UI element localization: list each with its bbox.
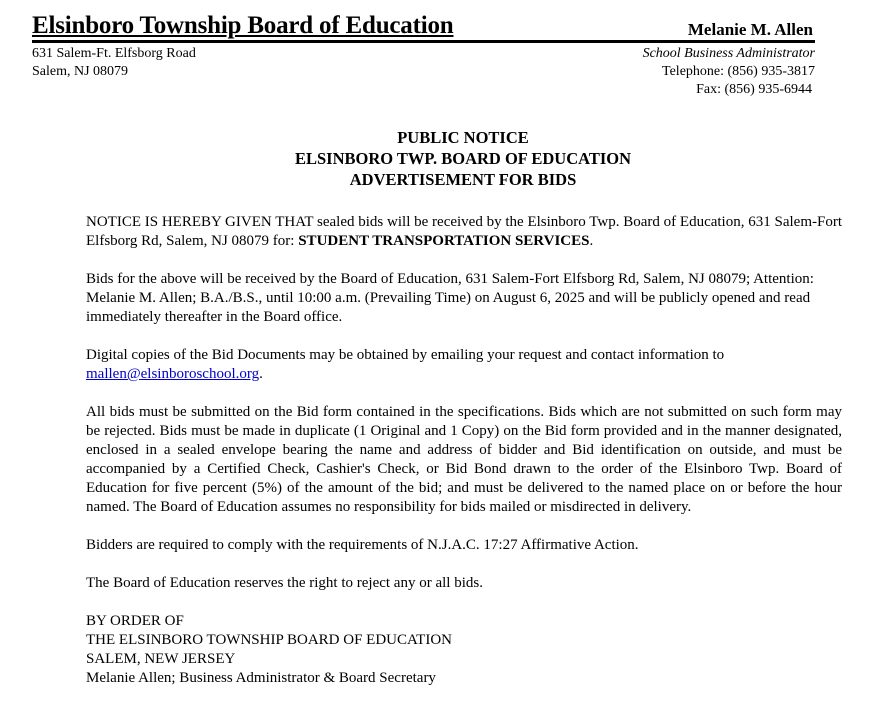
sig-line1: BY ORDER OF (86, 613, 184, 629)
org-name: Elsinboro Township Board of Education (32, 12, 454, 39)
letterhead (32, 12, 815, 99)
contact-info (643, 45, 815, 99)
heading-public-notice: PUBLIC NOTICE (397, 128, 529, 147)
signature-block (86, 612, 842, 688)
service-name: STUDENT TRANSPORTATION SERVICES (298, 233, 590, 249)
paragraph-affirmative-action: Bidders are required to comply with the requirements of N.J.A.C. 17:27 Affirmative Action. (86, 537, 639, 553)
notice-body (86, 213, 842, 688)
heading-advertisement: ADVERTISEMENT FOR BIDS (349, 170, 577, 189)
admin-title: School Business Administrator (642, 46, 815, 61)
paragraph-digital-copies: Digital copies of the Bid Documents may be obtained by emailing your request and contact information to mallen@elsinboroschool.org. (86, 347, 725, 382)
paragraph-bid-receipt: Bids for the above will be received by the Board of Education, 631 Salem-Fort Elfsborg Rd, Salem, NJ 08079; Attention: Melanie M. Allen; B.A./B.S., until 10:00 a.m. (Prevailing Time) on August 6, 2025 and will be publicly opened and read immediately thereafter in the Board office. (86, 271, 814, 325)
telephone: Telephone: (856) 935-3817 (662, 64, 815, 79)
paragraph-notice: NOTICE IS HEREBY GIVEN THAT sealed bids will be received by the Elsinboro Twp. Board of Education, 631 Salem-Fort Elfsborg Rd, Salem, NJ 08079 for: STUDENT TRANSPORTATION SERVICES. (86, 214, 842, 249)
paragraph-bid-requirements: All bids must be submitted on the Bid form contained in the specifications. Bids which are not submitted on such form may be rejected. Bids must be made in duplicate (1 Original and 1 Copy) on the Bid form provided and in the manner designated, enclosed in a sealed envelope bearing the name and address of bidder and Bid identification on outside, and must be accompanied by a Certified Check, Cashier's Check, or Bid Bond drawn to the order of the Elsinboro Twp. Board of Education for five percent (5%) of the amount of the bid; and must be delivered to the named place on or before the hour named. The Board of Education assumes no responsibility for bids mailed or misdirected in delivery. (86, 404, 842, 515)
sig-line2: THE ELSINBORO TOWNSHIP BOARD OF EDUCATION (86, 632, 452, 648)
sig-line4: Melanie Allen; Business Administrator & Board Secretary (86, 670, 436, 686)
letterhead-top (32, 12, 815, 43)
paragraph-reject-right: The Board of Education reserves the right to reject any or all bids. (86, 575, 483, 591)
notice-heading (0, 127, 888, 190)
org-address (32, 45, 196, 99)
admin-name: Melanie M. Allen (687, 20, 813, 39)
address-line2: Salem, NJ 08079 (32, 64, 129, 79)
letterhead-bottom (32, 45, 815, 99)
sig-line3: SALEM, NEW JERSEY (86, 651, 236, 667)
email-link[interactable]: mallen@elsinboroschool.org (86, 366, 260, 382)
heading-board: ELSINBORO TWP. BOARD OF EDUCATION (294, 149, 632, 168)
fax: Fax: (856) 935-6944 (696, 82, 812, 97)
address-line1: 631 Salem-Ft. Elfsborg Road (32, 46, 196, 61)
